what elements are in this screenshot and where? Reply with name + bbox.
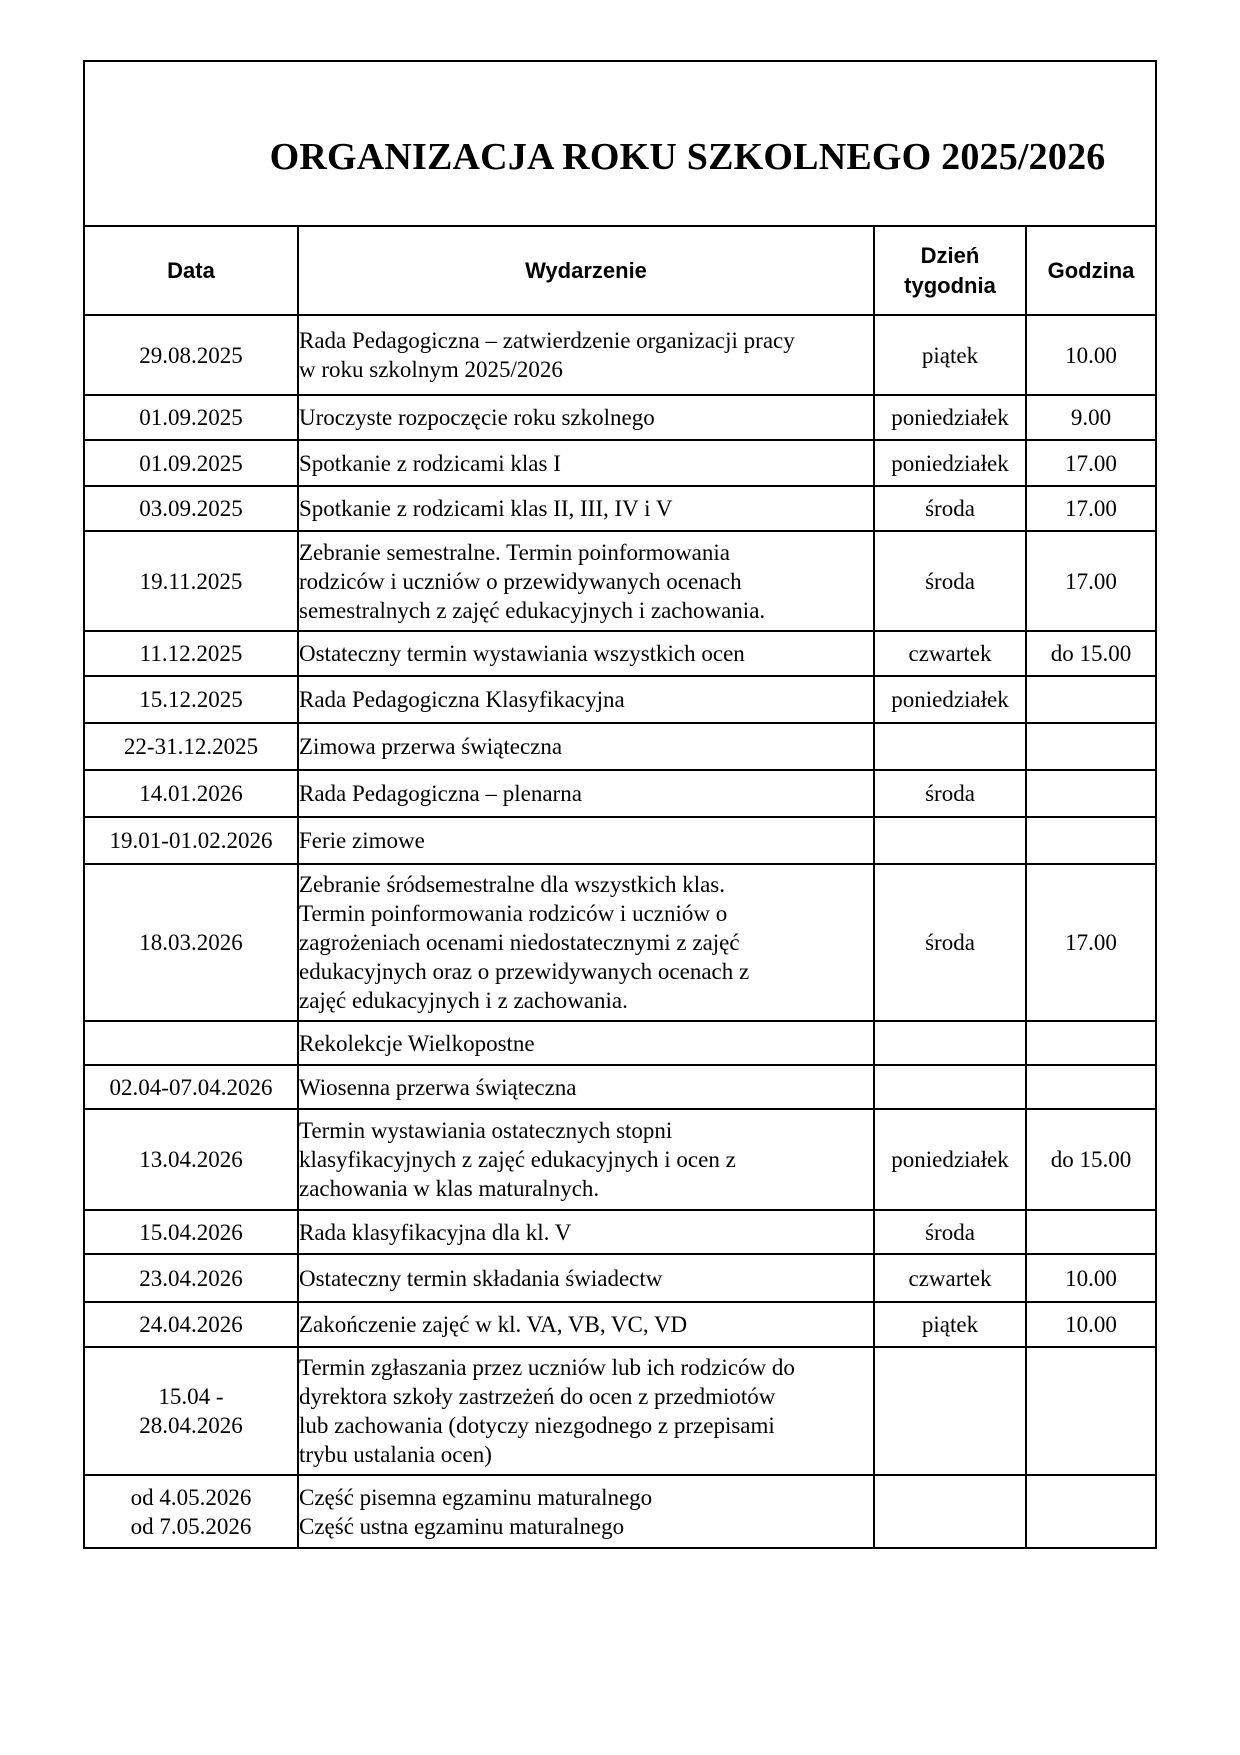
cell-event xyxy=(298,1021,874,1065)
cell-hour xyxy=(1026,395,1156,440)
cell-date xyxy=(84,1021,298,1065)
cell-event-text: Uroczyste rozpoczęcie roku szkolnego xyxy=(299,405,655,430)
cell-day xyxy=(874,531,1026,631)
cell-date xyxy=(84,1475,298,1548)
cell-hour xyxy=(1026,1065,1156,1109)
cell-day-text: poniedziałek xyxy=(891,405,1009,430)
cell-day xyxy=(874,1021,1026,1065)
header-date: Data xyxy=(84,226,298,315)
cell-hour xyxy=(1026,1109,1156,1210)
cell-event xyxy=(298,315,874,395)
cell-event-text: Rada Pedagogiczna Klasyfikacyjna xyxy=(299,687,625,712)
schedule-table xyxy=(83,60,1157,1549)
cell-date xyxy=(84,676,298,723)
cell-date-text: 02.04-07.04.2026 xyxy=(109,1074,273,1100)
cell-date-text: 22-31.12.2025 xyxy=(123,734,259,759)
cell-event-text: Spotkanie z rodzicami klas I xyxy=(299,450,561,476)
table-row xyxy=(84,723,1156,770)
cell-event xyxy=(298,1109,874,1210)
header-row xyxy=(84,226,1156,315)
cell-date xyxy=(84,440,298,486)
cell-hour xyxy=(1026,440,1156,486)
cell-event xyxy=(298,440,874,486)
cell-date-text: 14.01.2026 xyxy=(139,781,243,806)
title-row xyxy=(84,61,1156,226)
cell-day-text: piątek xyxy=(921,1312,979,1337)
cell-date xyxy=(84,1254,298,1302)
cell-hour-text: 17.00 xyxy=(1065,568,1117,594)
cell-day xyxy=(874,676,1026,723)
cell-day-text: poniedziałek xyxy=(891,1147,1009,1172)
cell-hour xyxy=(1026,770,1156,817)
cell-date xyxy=(84,1302,298,1347)
table-row xyxy=(84,531,1156,631)
cell-hour xyxy=(1026,1475,1156,1548)
cell-event-text: Ferie zimowe xyxy=(299,828,425,853)
cell-date xyxy=(84,1065,298,1109)
cell-event-text: Ostateczny termin wystawiania wszystkich ocen xyxy=(299,641,745,666)
cell-date-text: 23.04.2026 xyxy=(139,1265,243,1291)
cell-event-text: Ostateczny termin składania świadectw xyxy=(299,1265,663,1291)
table-row xyxy=(84,1347,1156,1475)
cell-hour xyxy=(1026,486,1156,531)
cell-hour xyxy=(1026,817,1156,864)
cell-date xyxy=(84,395,298,440)
cell-hour-text: do 15.00 xyxy=(1050,641,1132,666)
cell-event xyxy=(298,864,874,1021)
cell-day xyxy=(874,395,1026,440)
cell-date xyxy=(84,770,298,817)
cell-day xyxy=(874,315,1026,395)
cell-event-text: Rada Pedagogiczna – zatwierdzenie organizacji pracy w roku szkolnym 2025/2026 xyxy=(299,328,795,382)
cell-day xyxy=(874,631,1026,676)
cell-event xyxy=(298,1347,874,1475)
cell-day xyxy=(874,440,1026,486)
cell-date-text: 11.12.2025 xyxy=(139,641,243,666)
cell-hour-text: do 15.00 xyxy=(1050,1147,1132,1172)
cell-event-text: Zimowa przerwa świąteczna xyxy=(299,734,563,759)
cell-date-text: 24.04.2026 xyxy=(139,1312,243,1337)
cell-date xyxy=(84,817,298,864)
cell-day-text: środa xyxy=(925,1219,975,1245)
table-row xyxy=(84,486,1156,531)
cell-hour xyxy=(1026,1210,1156,1254)
cell-day-text: poniedziałek xyxy=(891,687,1009,712)
cell-event-text: Termin wystawiania ostatecznych stopni klasyfikacyjnych z zajęć edukacyjnych i ocen z zachowania w klas maturalnych. xyxy=(299,1118,736,1201)
cell-day xyxy=(874,1210,1026,1254)
cell-date xyxy=(84,531,298,631)
cell-hour xyxy=(1026,723,1156,770)
cell-date-text: od 4.05.2026 od 7.05.2026 xyxy=(130,1484,252,1539)
table-row xyxy=(84,631,1156,676)
table-row xyxy=(84,1065,1156,1109)
table-row xyxy=(84,1475,1156,1548)
cell-hour-text: 17.00 xyxy=(1065,496,1117,521)
table-row xyxy=(84,440,1156,486)
cell-event xyxy=(298,1210,874,1254)
table-row xyxy=(84,395,1156,440)
cell-date xyxy=(84,315,298,395)
cell-hour xyxy=(1026,864,1156,1021)
cell-date-text: 15.12.2025 xyxy=(139,687,243,712)
cell-event-text: Spotkanie z rodzicami klas II, III, IV i V xyxy=(299,496,673,521)
header-day: Dzień tygodnia xyxy=(874,226,1026,315)
cell-event xyxy=(298,1254,874,1302)
cell-hour xyxy=(1026,315,1156,395)
cell-event-text: Rada Pedagogiczna – plenarna xyxy=(299,781,582,806)
cell-date-text: 01.09.2025 xyxy=(139,450,243,476)
cell-date-text: 01.09.2025 xyxy=(139,405,243,430)
cell-day xyxy=(874,1347,1026,1475)
cell-event xyxy=(298,770,874,817)
cell-day-text: środa xyxy=(925,930,975,955)
cell-day-text: poniedziałek xyxy=(891,450,1009,476)
cell-event-text: Rada klasyfikacyjna dla kl. V xyxy=(299,1219,572,1245)
cell-event-text: Termin zgłaszania przez uczniów lub ich rodziców do dyrektora szkoły zastrzeżeń do ocen z przedmiotów lub zachowania (dotyczy niezgodnego z przepisami trybu ustalania ocen) xyxy=(299,1355,795,1467)
cell-day xyxy=(874,1475,1026,1548)
cell-date-text: 03.09.2025 xyxy=(139,496,243,521)
cell-date xyxy=(84,1109,298,1210)
cell-hour-text: 17.00 xyxy=(1065,930,1117,955)
cell-date-text: 15.04.2026 xyxy=(139,1219,243,1245)
cell-day xyxy=(874,486,1026,531)
cell-day xyxy=(874,770,1026,817)
cell-hour xyxy=(1026,631,1156,676)
cell-event-text: Część pisemna egzaminu maturalnego Część ustna egzaminu maturalnego xyxy=(299,1484,653,1539)
table-row xyxy=(84,1302,1156,1347)
table-row xyxy=(84,1109,1156,1210)
cell-event xyxy=(298,1475,874,1548)
cell-hour-text: 9.00 xyxy=(1070,405,1112,430)
table-row xyxy=(84,1021,1156,1065)
cell-hour xyxy=(1026,1347,1156,1475)
header-hour: Godzina xyxy=(1026,226,1156,315)
cell-hour xyxy=(1026,531,1156,631)
cell-date xyxy=(84,864,298,1021)
cell-date xyxy=(84,631,298,676)
cell-hour-text: 17.00 xyxy=(1065,450,1117,476)
cell-date xyxy=(84,723,298,770)
cell-event xyxy=(298,486,874,531)
cell-event xyxy=(298,676,874,723)
cell-day-text: czwartek xyxy=(908,1265,992,1291)
table-row xyxy=(84,770,1156,817)
cell-event-text: Rekolekcje Wielkopostne xyxy=(299,1030,535,1056)
cell-day-text: środa xyxy=(925,781,975,806)
cell-day xyxy=(874,723,1026,770)
cell-date-text: 29.08.2025 xyxy=(139,342,243,368)
table-row xyxy=(84,864,1156,1021)
cell-day-text: piątek xyxy=(921,342,979,368)
cell-day-text: środa xyxy=(925,568,975,594)
cell-hour xyxy=(1026,1254,1156,1302)
cell-event xyxy=(298,1065,874,1109)
cell-day-text: czwartek xyxy=(908,641,992,666)
table-row xyxy=(84,676,1156,723)
cell-date-text: 15.04 - 28.04.2026 xyxy=(139,1384,243,1438)
cell-event-text: Zebranie śródsemestralne dla wszystkich klas. Termin poinformowania rodziców i uczniów o zagrożeniach ocenami niedostatecznymi z zajęć edukacyjnych oraz o przewidywanych ocenach z zajęć edukacyjnych i z zachowania. xyxy=(299,872,750,1013)
table-row xyxy=(84,817,1156,864)
cell-event-text: Zebranie semestralne. Termin poinformowania rodziców i uczniów o przewidywanych ocenach semestralnych z zajęć edukacyjnych i zachowania. xyxy=(299,539,766,623)
cell-hour-text: 10.00 xyxy=(1065,342,1117,368)
cell-event-text: Zakończenie zajęć w kl. VA, VB, VC, VD xyxy=(299,1312,688,1337)
title-cell xyxy=(84,61,1156,226)
cell-event xyxy=(298,1302,874,1347)
cell-date-text: 18.03.2026 xyxy=(139,930,243,955)
cell-event xyxy=(298,723,874,770)
cell-date xyxy=(84,1210,298,1254)
cell-event xyxy=(298,817,874,864)
cell-day-text: środa xyxy=(925,496,975,521)
cell-hour xyxy=(1026,676,1156,723)
table-row xyxy=(84,1210,1156,1254)
header-event: Wydarzenie xyxy=(298,226,874,315)
cell-hour xyxy=(1026,1302,1156,1347)
cell-day xyxy=(874,1109,1026,1210)
cell-day xyxy=(874,1302,1026,1347)
cell-event xyxy=(298,531,874,631)
cell-date xyxy=(84,486,298,531)
cell-day xyxy=(874,1254,1026,1302)
cell-hour-text: 10.00 xyxy=(1065,1265,1117,1291)
cell-event xyxy=(298,395,874,440)
cell-day xyxy=(874,817,1026,864)
cell-day xyxy=(874,864,1026,1021)
cell-date xyxy=(84,1347,298,1475)
cell-hour-text: 10.00 xyxy=(1065,1312,1117,1337)
page-title: ORGANIZACJA ROKU SZKOLNEGO 2025/2026 xyxy=(269,136,1106,178)
cell-event-text: Wiosenna przerwa świąteczna xyxy=(299,1074,577,1100)
table-row xyxy=(84,315,1156,395)
cell-event xyxy=(298,631,874,676)
table-row xyxy=(84,1254,1156,1302)
cell-hour xyxy=(1026,1021,1156,1065)
cell-date-text: 19.01-01.02.2026 xyxy=(109,828,273,853)
cell-day xyxy=(874,1065,1026,1109)
cell-date-text: 13.04.2026 xyxy=(139,1147,243,1172)
cell-date-text: 19.11.2025 xyxy=(139,568,243,594)
